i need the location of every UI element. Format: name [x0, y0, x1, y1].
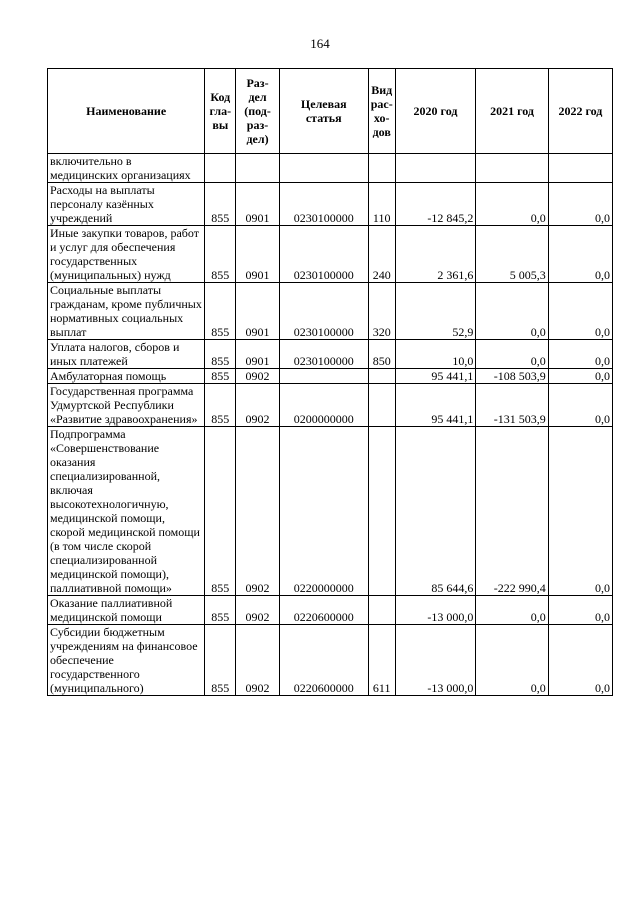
cell-2020: -13 000,0	[395, 625, 476, 696]
cell-vid: 320	[368, 283, 395, 340]
cell-target: 0220000000	[279, 427, 368, 596]
cell-name: Социальные выплаты гражданам, кроме публичных нормативных социальных выплат	[48, 283, 205, 340]
cell-2021	[476, 154, 548, 183]
cell-2022: 0,0	[548, 369, 612, 384]
cell-2020: -12 845,2	[395, 183, 476, 226]
table-header-row	[48, 69, 613, 154]
cell-2021: -131 503,9	[476, 384, 548, 427]
cell-2022: 0,0	[548, 183, 612, 226]
cell-2022: 0,0	[548, 283, 612, 340]
cell-target: 0220600000	[279, 625, 368, 696]
cell-vid	[368, 369, 395, 384]
cell-target: 0220600000	[279, 596, 368, 625]
cell-razdel: 0902	[236, 625, 279, 696]
cell-2021: 0,0	[476, 625, 548, 696]
header-2021: 2021 год	[476, 69, 548, 154]
cell-razdel: 0901	[236, 283, 279, 340]
cell-name: Государственная программа Удмуртской Республики «Развитие здравоохранения»	[48, 384, 205, 427]
cell-2021: 0,0	[476, 283, 548, 340]
cell-2020: 95 441,1	[395, 384, 476, 427]
cell-vid: 240	[368, 226, 395, 283]
cell-2021: 0,0	[476, 596, 548, 625]
cell-vid	[368, 154, 395, 183]
cell-vid: 611	[368, 625, 395, 696]
cell-vid: 850	[368, 340, 395, 369]
cell-razdel: 0901	[236, 340, 279, 369]
cell-vid: 110	[368, 183, 395, 226]
cell-2020: 95 441,1	[395, 369, 476, 384]
cell-2022: 0,0	[548, 625, 612, 696]
cell-glava: 855	[205, 183, 236, 226]
budget-table	[47, 68, 613, 696]
cell-razdel: 0902	[236, 427, 279, 596]
header-razdel: Раз- дел (под- раз- дел)	[236, 69, 279, 154]
table-row	[48, 596, 613, 625]
header-vid: Вид рас- хо- дов	[368, 69, 395, 154]
cell-razdel: 0901	[236, 183, 279, 226]
cell-2022: 0,0	[548, 427, 612, 596]
cell-target: 0200000000	[279, 384, 368, 427]
header-2022: 2022 год	[548, 69, 612, 154]
cell-glava: 855	[205, 283, 236, 340]
cell-2022: 0,0	[548, 384, 612, 427]
cell-razdel: 0901	[236, 226, 279, 283]
cell-glava: 855	[205, 596, 236, 625]
cell-glava: 855	[205, 427, 236, 596]
cell-name: Подпрограмма «Совершенствование оказания специализированной, включая высокотехнологичную, медицинской помощи, скорой медицинской помощи (в том числе скорой специализированной медицинской помощи), паллиативной помощи»	[48, 427, 205, 596]
table-row	[48, 340, 613, 369]
cell-target	[279, 369, 368, 384]
cell-target: 0230100000	[279, 226, 368, 283]
cell-2021: 0,0	[476, 183, 548, 226]
cell-2020: 52,9	[395, 283, 476, 340]
cell-glava: 855	[205, 625, 236, 696]
cell-name: Субсидии бюджетным учреждениям на финансовое обеспечение государственного (муниципального)	[48, 625, 205, 696]
cell-glava: 855	[205, 226, 236, 283]
header-target: Целевая статья	[279, 69, 368, 154]
cell-2022	[548, 154, 612, 183]
header-glava: Код гла- вы	[205, 69, 236, 154]
cell-razdel: 0902	[236, 384, 279, 427]
table-row	[48, 369, 613, 384]
table-row	[48, 183, 613, 226]
cell-vid	[368, 596, 395, 625]
cell-2022: 0,0	[548, 226, 612, 283]
cell-2020	[395, 154, 476, 183]
table-row	[48, 384, 613, 427]
cell-vid	[368, 384, 395, 427]
cell-2020: 85 644,6	[395, 427, 476, 596]
cell-glava	[205, 154, 236, 183]
cell-2020: 2 361,6	[395, 226, 476, 283]
cell-name: Амбулаторная помощь	[48, 369, 205, 384]
cell-name: Иные закупки товаров, работ и услуг для обеспечения государственных (муниципальных) нужд	[48, 226, 205, 283]
table-row	[48, 427, 613, 596]
cell-glava: 855	[205, 369, 236, 384]
cell-2022: 0,0	[548, 340, 612, 369]
cell-name: Уплата налогов, сборов и иных платежей	[48, 340, 205, 369]
cell-glava: 855	[205, 384, 236, 427]
table-row	[48, 625, 613, 696]
cell-2021: 5 005,3	[476, 226, 548, 283]
cell-razdel: 0902	[236, 369, 279, 384]
cell-2020: 10,0	[395, 340, 476, 369]
table-row	[48, 154, 613, 183]
table-row	[48, 226, 613, 283]
cell-vid	[368, 427, 395, 596]
cell-glava: 855	[205, 340, 236, 369]
cell-name: включительно в медицинских организациях	[48, 154, 205, 183]
cell-name: Оказание паллиативной медицинской помощи	[48, 596, 205, 625]
cell-2021: -222 990,4	[476, 427, 548, 596]
cell-razdel	[236, 154, 279, 183]
header-name: Наименование	[48, 69, 205, 154]
header-2020: 2020 год	[395, 69, 476, 154]
table-row	[48, 283, 613, 340]
cell-2020: -13 000,0	[395, 596, 476, 625]
cell-target: 0230100000	[279, 183, 368, 226]
cell-2022: 0,0	[548, 596, 612, 625]
page-number: 164	[310, 36, 330, 51]
cell-target	[279, 154, 368, 183]
cell-name: Расходы на выплаты персоналу казённых учреждений	[48, 183, 205, 226]
cell-target: 0230100000	[279, 340, 368, 369]
cell-target: 0230100000	[279, 283, 368, 340]
cell-razdel: 0902	[236, 596, 279, 625]
cell-2021: -108 503,9	[476, 369, 548, 384]
cell-2021: 0,0	[476, 340, 548, 369]
